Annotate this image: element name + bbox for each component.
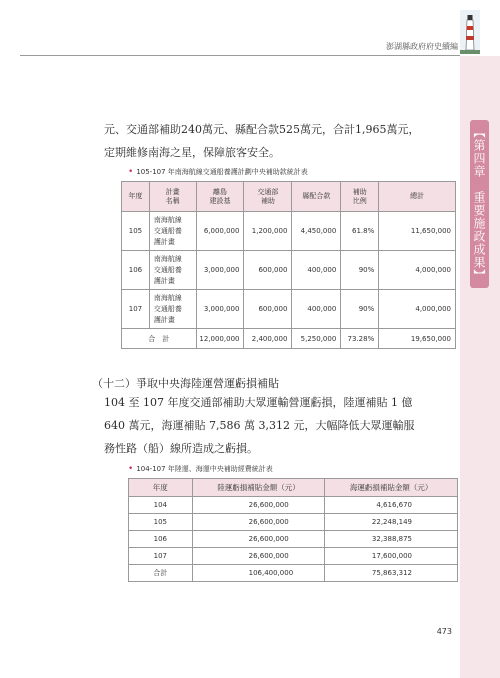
cell-sea-subsidy: 75,863,312 xyxy=(325,565,458,582)
cell-plan-name: 南海航線 交通船養 護計畫 xyxy=(149,251,196,290)
table2-caption xyxy=(128,464,273,474)
col-year: 年度 xyxy=(129,479,193,497)
cell-moc-subsidy: 600,000 xyxy=(244,251,292,290)
cell-year: 106 xyxy=(122,251,150,290)
header-divider xyxy=(20,55,460,56)
col-moc-subsidy: 交通部 補助 xyxy=(244,182,292,212)
table-row xyxy=(129,531,458,548)
table-row xyxy=(122,212,456,251)
cell-year: 合計 xyxy=(129,565,193,582)
col-plan-name: 計畫 名稱 xyxy=(149,182,196,212)
cell-moc-subsidy: 2,400,000 xyxy=(244,329,292,349)
table-total-row xyxy=(122,329,456,349)
cell-sea-subsidy: 17,600,000 xyxy=(325,548,458,565)
section-heading: （十二）爭取中央海陸運營運虧損補貼 xyxy=(92,377,279,390)
cell-island-fund: 12,000,000 xyxy=(196,329,244,349)
cell-total: 19,650,000 xyxy=(379,329,456,349)
col-land-subsidy: 陸運虧損補貼金額（元） xyxy=(192,479,325,497)
cell-year: 105 xyxy=(129,514,193,531)
lighthouse-logo xyxy=(460,10,480,54)
cell-year: 106 xyxy=(129,531,193,548)
cell-sea-subsidy: 32,388,875 xyxy=(325,531,458,548)
cell-year: 104 xyxy=(129,497,193,514)
cell-ratio: 90% xyxy=(341,290,379,329)
col-island-fund: 離島 建設基 xyxy=(196,182,244,212)
cell-island-fund: 6,000,000 xyxy=(196,212,244,251)
chapter-tab: 【第四章 重要施政成果】 xyxy=(470,120,489,288)
header-title: 澎湖縣政府府史續編 xyxy=(386,42,458,51)
table-header-row xyxy=(122,182,456,212)
table1-caption xyxy=(128,167,308,177)
intro-line-2: 定期維修南海之星，保障旅客安全。 xyxy=(104,146,280,159)
col-county-fund: 縣配合款 xyxy=(292,182,341,212)
table-row xyxy=(129,548,458,565)
cell-plan-name: 南海航線 交通船養 護計畫 xyxy=(149,290,196,329)
cell-ratio: 90% xyxy=(341,251,379,290)
cell-island-fund: 3,000,000 xyxy=(196,251,244,290)
cell-land-subsidy: 26,600,000 xyxy=(192,514,325,531)
cell-county-fund: 4,450,000 xyxy=(292,212,341,251)
cell-year: 105 xyxy=(122,212,150,251)
subsidy-table xyxy=(121,181,456,349)
cell-year: 107 xyxy=(129,548,193,565)
cell-ratio: 61.8% xyxy=(341,212,379,251)
cell-land-subsidy: 106,400,000 xyxy=(192,565,325,582)
table-row xyxy=(129,514,458,531)
cell-moc-subsidy: 600,000 xyxy=(244,290,292,329)
cell-county-fund: 400,000 xyxy=(292,251,341,290)
cell-total-label: 合 計 xyxy=(122,329,197,349)
bullet-icon: • xyxy=(128,464,134,474)
cell-total: 11,650,000 xyxy=(379,212,456,251)
bullet-icon: • xyxy=(128,167,134,177)
col-sea-subsidy: 海運虧損補貼金額（元） xyxy=(325,479,458,497)
page-number: 473 xyxy=(436,627,452,636)
cell-county-fund: 400,000 xyxy=(292,290,341,329)
cell-total: 4,000,000 xyxy=(379,290,456,329)
cell-total: 4,000,000 xyxy=(379,251,456,290)
cell-land-subsidy: 26,600,000 xyxy=(192,531,325,548)
col-ratio: 補助 比例 xyxy=(341,182,379,212)
cell-year: 107 xyxy=(122,290,150,329)
table2-caption-text: 104-107 年陸運、海運中央補助經費統計表 xyxy=(136,465,273,473)
table1-caption-text: 105-107 年南海航線交通船養護計劃中央補助款統計表 xyxy=(136,168,308,176)
cell-moc-subsidy: 1,200,000 xyxy=(244,212,292,251)
cell-sea-subsidy: 4,616,670 xyxy=(325,497,458,514)
cell-ratio: 73.28% xyxy=(341,329,379,349)
table-row xyxy=(122,290,456,329)
cell-island-fund: 3,000,000 xyxy=(196,290,244,329)
table-total-row xyxy=(129,565,458,582)
section-line-2: 640 萬元，海運補貼 7,586 萬 3,312 元，大幅降低大眾運輸服 xyxy=(104,419,415,432)
col-total: 總計 xyxy=(379,182,456,212)
section-line-3: 務性路（船）線所造成之虧損。 xyxy=(104,442,258,455)
section-line-1: 104 至 107 年度交通部補助大眾運輸營運虧損，陸運補貼 1 億 xyxy=(104,396,413,409)
cell-sea-subsidy: 22,248,149 xyxy=(325,514,458,531)
cell-land-subsidy: 26,600,000 xyxy=(192,548,325,565)
operating-loss-table xyxy=(128,478,458,582)
cell-land-subsidy: 26,600,000 xyxy=(192,497,325,514)
col-year: 年度 xyxy=(122,182,150,212)
table-row xyxy=(129,497,458,514)
intro-line-1: 元、交通部補助240萬元、縣配合款525萬元，合計1,965萬元， xyxy=(104,123,420,136)
cell-county-fund: 5,250,000 xyxy=(292,329,341,349)
cell-plan-name: 南海航線 交通船養 護計畫 xyxy=(149,212,196,251)
table-header-row xyxy=(129,479,458,497)
table-row xyxy=(122,251,456,290)
